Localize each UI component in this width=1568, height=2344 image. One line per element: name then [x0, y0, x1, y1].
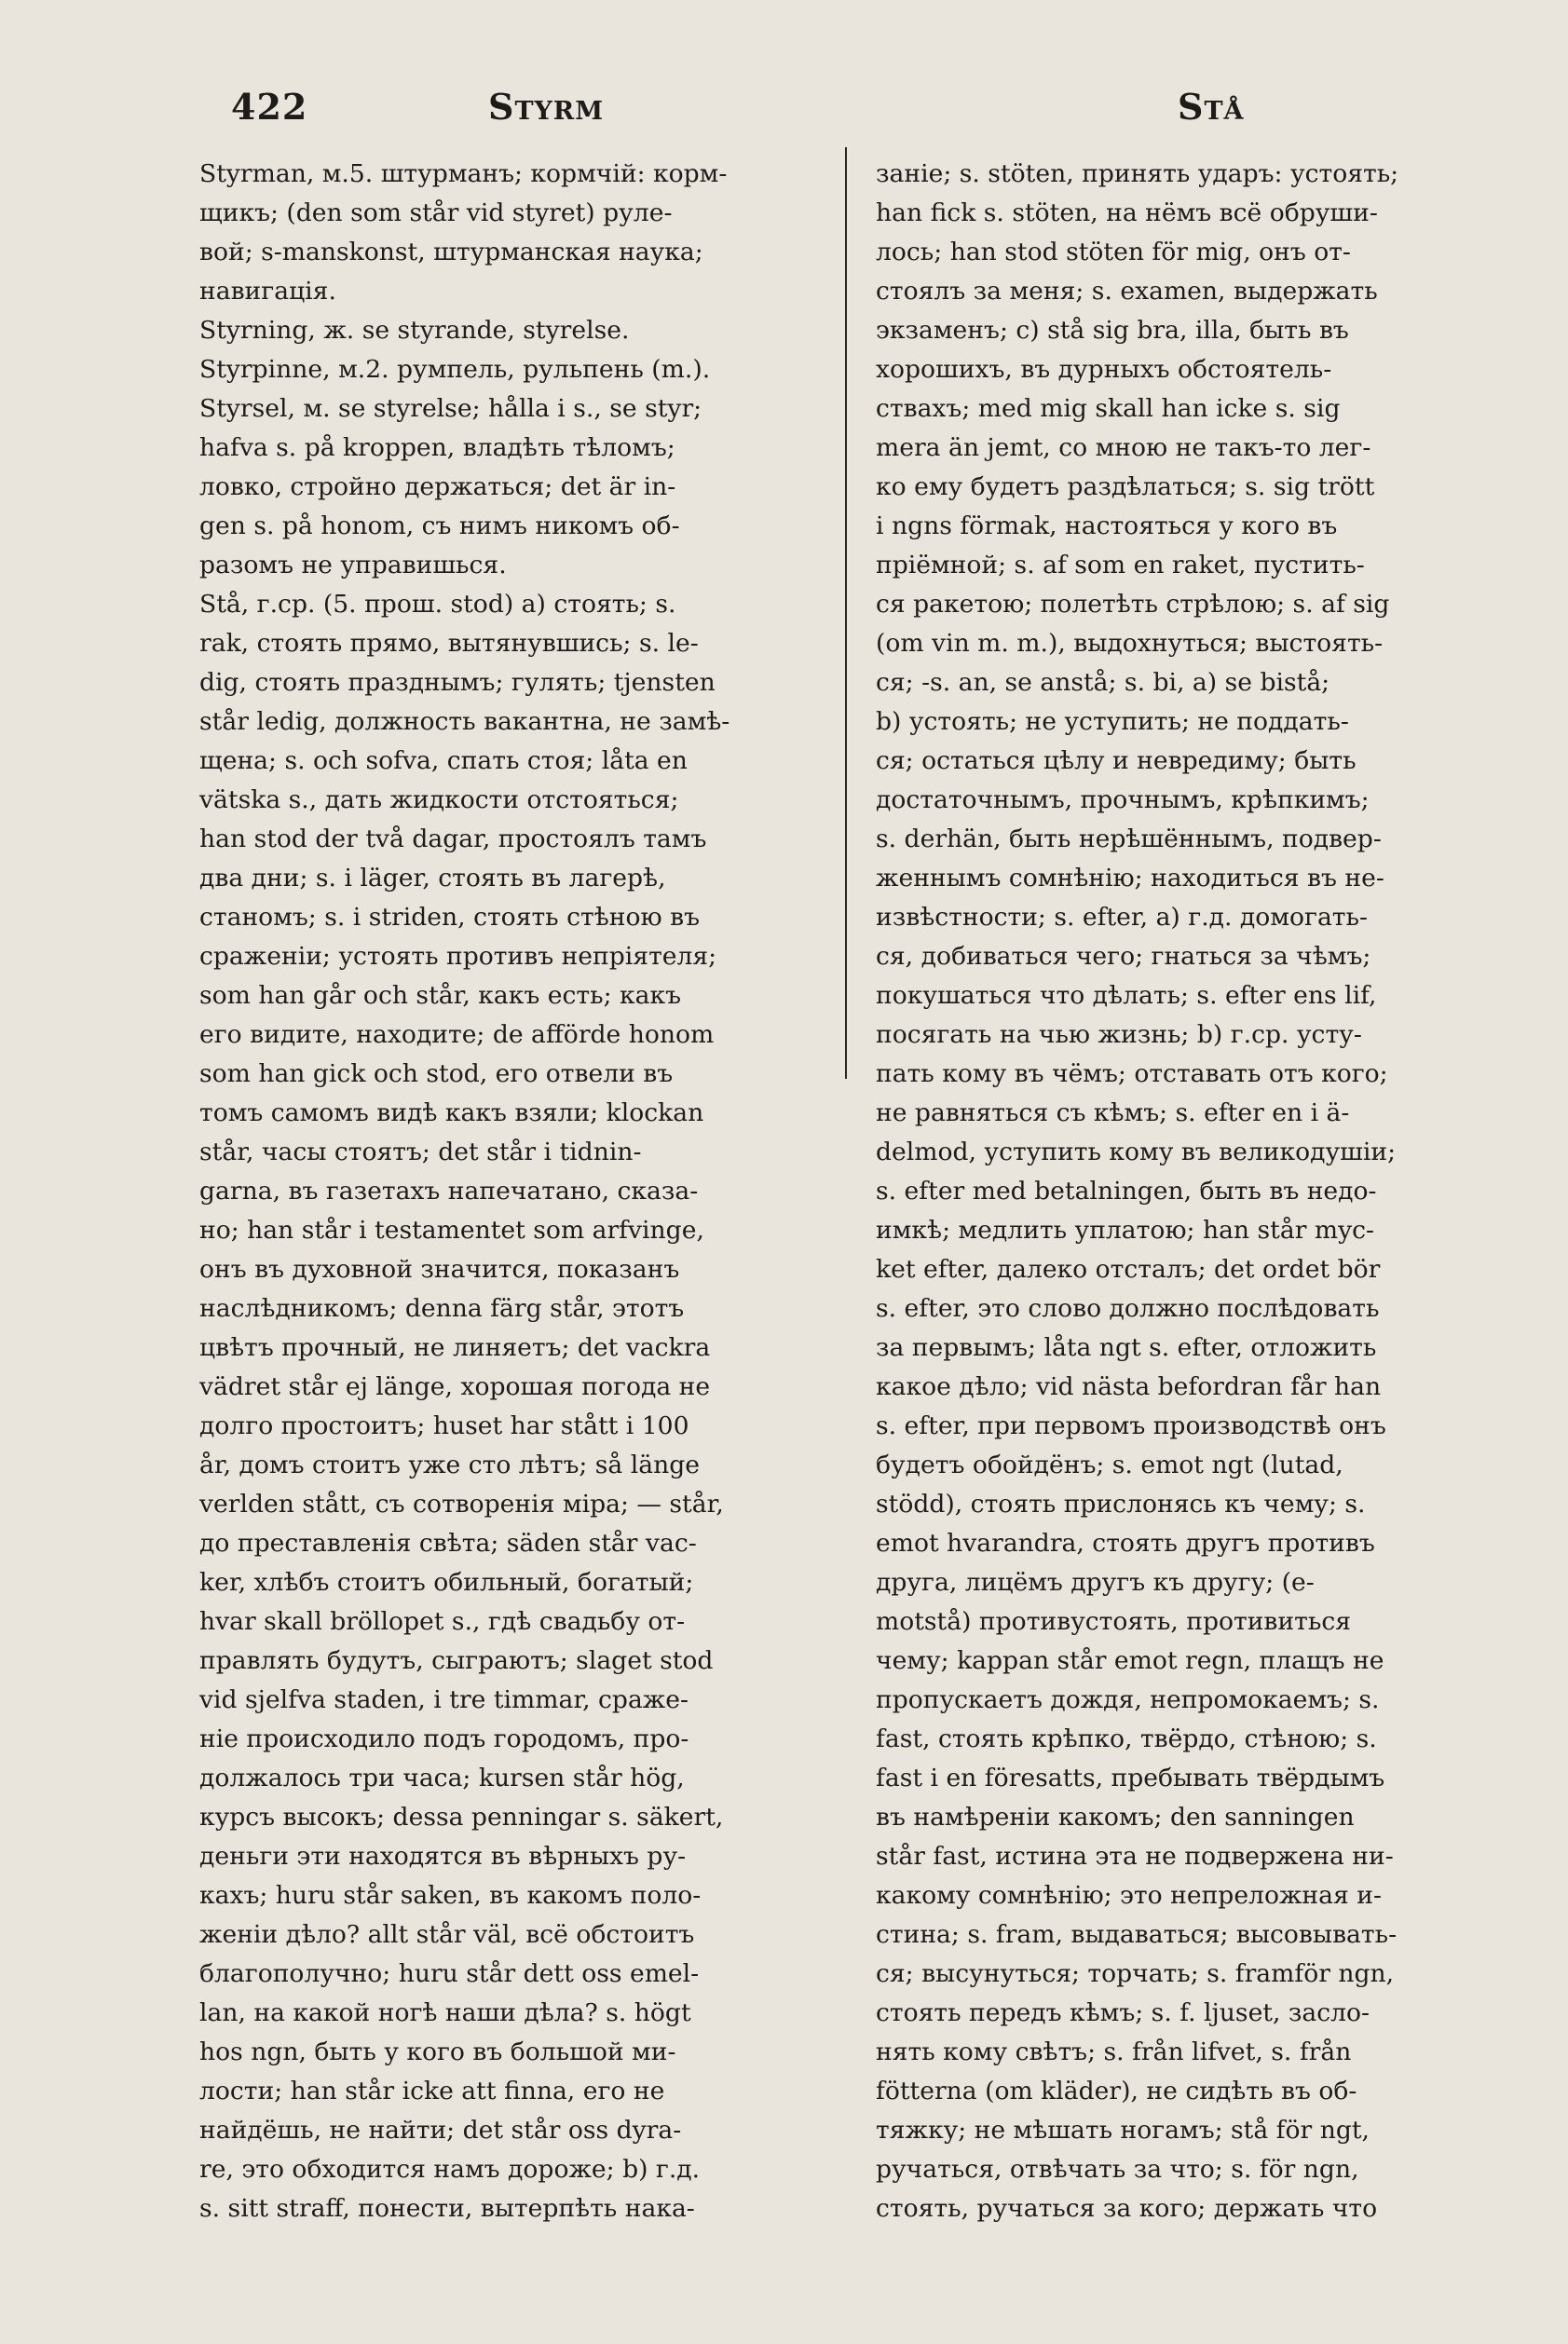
- text-line: verlden stått, съ сотворенія міра; — står,: [199, 1490, 724, 1519]
- text-line: экзаменъ; c) stå sig bra, illa, быть въ: [876, 316, 1349, 345]
- text-line: vid sjelfva staden, i tre timmar, сраже-: [199, 1685, 689, 1714]
- text-line: извѣстности; s. efter, а) г.д. домогать-: [876, 903, 1368, 932]
- text-line: чему; kappan står emot regn, плащъ не: [876, 1646, 1384, 1675]
- text-line: ніе происходило подъ городомъ, про-: [199, 1724, 689, 1753]
- text-line: лось; han stod stöten för mig, онъ от-: [876, 238, 1351, 266]
- text-line: b) устоять; не уступить; не поддать-: [876, 707, 1349, 736]
- text-line: fast i en föresatts, пребывать твёрдымъ: [876, 1764, 1385, 1792]
- text-line: его видите, находите; de afförde honom: [199, 1020, 715, 1049]
- text-line: ся; -s. an, se anstå; s. bi, a) se bistå;: [876, 668, 1330, 697]
- text-line: s. sitt straff, понести, вытерпѣть нака-: [199, 2194, 695, 2223]
- text-line: som han går och står, какъ есть; какъ: [199, 981, 682, 1010]
- text-line: найдёшь, не найти; det står oss dyra-: [199, 2116, 682, 2145]
- text-line: благополучно; huru står dett oss emel-: [199, 1959, 700, 1988]
- text-line: долго простоитъ; huset har stått i 100: [199, 1411, 689, 1440]
- text-line: ловко, стройно держаться; det är in-: [199, 472, 676, 501]
- text-line: står, часы стоятъ; det står i tidnin-: [199, 1138, 642, 1166]
- text-line: står fast, истина эта не подвержена ни-: [876, 1842, 1394, 1871]
- text-line: курсъ высокъ; dessa penningar s. säkert,: [199, 1803, 724, 1832]
- text-line: delmod, уступить кому въ великодушіи;: [876, 1138, 1397, 1166]
- text-line: Styrsel, м. se styrelse; hålla i s., se styr;: [199, 394, 702, 423]
- text-line: въ намѣреніи какомъ; den sanningen: [876, 1803, 1355, 1832]
- text-line: s. efter med betalningen, быть въ недо-: [876, 1177, 1377, 1206]
- text-line: år, домъ стоитъ уже сто лѣтъ; så länge: [199, 1451, 700, 1479]
- text-line: s. efter, это слово должно послѣдовать: [876, 1294, 1380, 1323]
- text-line: какому сомнѣнію; это непреложная и-: [876, 1881, 1382, 1910]
- text-line: какое дѣло; vid nästa befordran får han: [876, 1372, 1382, 1401]
- left-column: [199, 155, 833, 2228]
- text-line: han fick s. stöten, на нёмъ всё обруши-: [876, 198, 1378, 227]
- text-line: онъ въ духовной значится, показанъ: [199, 1255, 680, 1284]
- text-line: garna, въ газетахъ напечатано, сказа-: [199, 1177, 699, 1206]
- text-line: emot hvarandra, стоять другъ противъ: [876, 1529, 1375, 1558]
- text-line: лости; han står icke att finna, его не: [199, 2077, 665, 2106]
- text-line: нять кому свѣтъ; s. från lifvet, s. från: [876, 2037, 1352, 2066]
- text-line: наслѣдникомъ; denna färg står, этотъ: [199, 1294, 685, 1323]
- text-line: щена; s. och sofva, спать стоя; låta en: [199, 746, 688, 775]
- text-line: i ngns förmak, настояться у кого въ: [876, 511, 1338, 540]
- text-line: тяжку; не мѣшать ногамъ; stå för ngt,: [876, 2116, 1370, 2145]
- text-line: s. derhän, быть нерѣшённымъ, подвер-: [876, 824, 1382, 853]
- text-line: ся, добиваться чего; гнаться за чѣмъ;: [876, 942, 1371, 971]
- text-line: хорошихъ, въ дурныхъ обстоятель-: [876, 355, 1332, 384]
- text-line: имкѣ; медлить уплатою; han står myc-: [876, 1216, 1374, 1245]
- text-line: vädret står ej länge, хорошая погода не: [199, 1372, 711, 1401]
- text-line: (om vin m. m.), выдохнуться; выстоять-: [876, 629, 1384, 658]
- text-line: два дни; s. i läger, стоять въ лагерѣ,: [199, 864, 666, 893]
- text-line: пропускаетъ дождя, непромокаемъ; s.: [876, 1685, 1380, 1714]
- text-line: ся ракетою; полетѣть стрѣлою; s. af sig: [876, 590, 1390, 619]
- text-line: motstå) противустоять, противиться: [876, 1607, 1351, 1636]
- text-line: женнымъ сомнѣнію; находиться въ не-: [876, 864, 1384, 893]
- text-line: vätska s., дать жидкости отстояться;: [199, 785, 679, 814]
- text-line: женіи дѣло? allt står väl, всё обстоитъ: [199, 1920, 695, 1949]
- text-line: mera än jemt, со мною не такъ-то лег-: [876, 433, 1371, 462]
- running-head-left: Styrm: [488, 86, 605, 128]
- text-line: hvar skall bröllopet s., гдѣ свадьбу от-: [199, 1607, 686, 1636]
- text-line: кахъ; huru står saken, въ какомъ поло-: [199, 1881, 702, 1910]
- text-line: han stod der två dagar, простоялъ тамъ: [199, 824, 707, 853]
- text-line: hafva s. på kroppen, владѣть тѣломъ;: [199, 433, 675, 462]
- text-line: до преставленія свѣта; säden står vac-: [199, 1529, 697, 1558]
- text-line: но; han står i testamentet som arfvinge,: [199, 1216, 704, 1245]
- text-line: gen s. på honom, съ нимъ никомъ об-: [199, 511, 680, 540]
- text-line: står ledig, должность вакантна, не замѣ-: [199, 707, 730, 736]
- text-line: stödd), стоять прислонясь къ чему; s.: [876, 1490, 1366, 1519]
- text-line: покушаться что дѣлать; s. efter ens lif,: [876, 981, 1377, 1010]
- text-line: rak, стоять прямо, вытянувшись; s. le-: [199, 629, 699, 658]
- text-line: правлять будутъ, сыграютъ; slaget stod: [199, 1646, 714, 1675]
- text-line: должалось три часа; kursen står hög,: [199, 1764, 685, 1792]
- text-line: ствахъ; med mig skall han icke s. sig: [876, 394, 1341, 423]
- text-line: Styrpinne, м.2. румпель, рульпень (m.).: [199, 355, 711, 384]
- text-line: стоять, ручаться за кого; держать что: [876, 2194, 1378, 2223]
- text-line: ся; высунуться; торчать; s. framför ngn,: [876, 1959, 1395, 1988]
- text-line: достаточнымъ, прочнымъ, крѣпкимъ;: [876, 785, 1370, 814]
- text-line: s. efter, при первомъ производствѣ онъ: [876, 1411, 1386, 1440]
- text-line: будетъ обойдёнъ; s. emot ngt (lutad,: [876, 1451, 1343, 1479]
- text-line: томъ самомъ видѣ какъ взяли; klockan: [199, 1098, 704, 1127]
- text-line: ся; остаться цѣлу и невредиму; быть: [876, 746, 1357, 775]
- text-line: ket efter, далеко отсталъ; det ordet bör: [876, 1255, 1381, 1284]
- text-line: посягать на чью жизнь; b) г.ср. усту-: [876, 1020, 1362, 1049]
- text-line: стина; s. fram, выдаваться; высовывать-: [876, 1920, 1398, 1949]
- text-line: деньги эти находятся въ вѣрныхъ ру-: [199, 1842, 687, 1871]
- text-line: щикъ; (den som står vid styret) руле-: [199, 198, 673, 227]
- text-line: разомъ не управишься.: [199, 551, 507, 579]
- text-line: Styrning, ж. se styrande, styrelse.: [199, 316, 630, 345]
- text-line: lan, на какой ногѣ наши дѣла? s. högt: [199, 1998, 691, 2027]
- text-line: вой; s-manskonst, штурманская наука;: [199, 238, 703, 266]
- text-line: dig, стоять празднымъ; гулять; tjensten: [199, 668, 716, 697]
- text-line: стоять передъ кѣмъ; s. f. ljuset, засло-: [876, 1998, 1370, 2027]
- running-head-right: Stå: [1178, 86, 1245, 128]
- text-line: друга, лицёмъ другъ къ другу; (e-: [876, 1568, 1315, 1597]
- text-line: пать кому въ чёмъ; отставать отъ кого;: [876, 1059, 1388, 1088]
- text-line: навигація.: [199, 277, 336, 306]
- text-line: станомъ; s. i striden, стоять стѣною въ: [199, 903, 700, 932]
- right-column: [876, 155, 1509, 2228]
- text-line: заніе; s. stöten, принять ударъ: устоять;: [876, 159, 1399, 188]
- text-line: за первымъ; låta ngt s. efter, отложить: [876, 1333, 1377, 1362]
- text-line: Stå, г.ср. (5. прош. stod) а) стоять; s.: [199, 590, 676, 619]
- text-line: re, это обходится намъ дороже; b) г.д.: [199, 2155, 701, 2184]
- text-line: ker, хлѣбъ стоитъ обильный, богатый;: [199, 1568, 694, 1597]
- text-line: стоялъ за меня; s. examen, выдержать: [876, 277, 1378, 306]
- text-line: ручаться, отвѣчать за что; s. för ngn,: [876, 2155, 1359, 2184]
- text-line: пріёмной; s. af som en raket, пустить-: [876, 551, 1365, 579]
- text-line: ко ему будетъ раздѣлаться; s. sig trött: [876, 472, 1375, 501]
- text-line: fötterna (om kläder), не сидѣть въ об-: [876, 2077, 1357, 2106]
- text-line: не равняться съ кѣмъ; s. efter en i ä-: [876, 1098, 1350, 1127]
- text-line: Styrman, м.5. штурманъ; кормчій: корм-: [199, 159, 728, 188]
- page-number: 422: [231, 86, 308, 128]
- column-divider: [845, 147, 847, 1079]
- text-line: сраженіи; устоять противъ непріятеля;: [199, 942, 717, 971]
- text-line: hos ngn, быть у кого въ большой ми-: [199, 2037, 676, 2066]
- text-line: fast, стоять крѣпко, твёрдо, стѣною; s.: [876, 1724, 1377, 1753]
- text-line: цвѣтъ прочный, не линяетъ; det vackra: [199, 1333, 711, 1362]
- text-line: som han gick och stod, его отвели въ: [199, 1059, 674, 1088]
